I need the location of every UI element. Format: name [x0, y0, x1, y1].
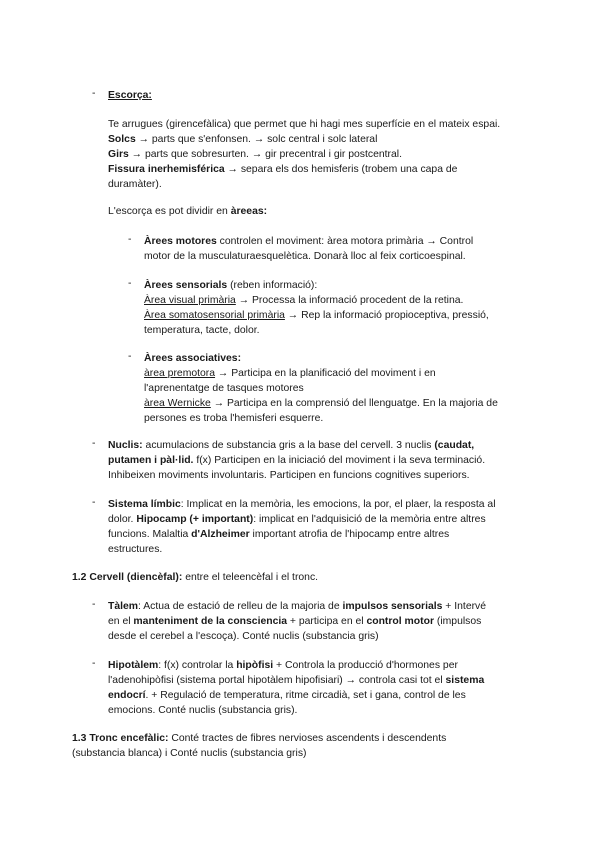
alzheimer-term: d'Alzheimer: [191, 529, 250, 540]
solcs-term: Solcs: [108, 134, 136, 145]
girs-text: → parts que sobresurten. → gir precentral i gir postcentral.: [128, 149, 402, 160]
limbic-line: [108, 497, 496, 512]
area-visual-text: → Processa la informació procedent de la retina.: [235, 295, 464, 306]
girs-term: Girs: [108, 149, 129, 160]
cervell-text: entre el teleencèfal i el tronc.: [182, 572, 319, 583]
solcs-line: [108, 132, 500, 147]
nuclis-list: putamen i pàl·lid.: [108, 455, 194, 466]
cervell-heading: 1.2 Cervell (diencèfal):: [72, 572, 183, 583]
premotora-line-cont: l'aprenentatge de tasques motores: [144, 383, 304, 394]
talem-line-3: desde el cerebel a l'escoça). Conté nuclis (substancia gris): [108, 631, 379, 642]
premotora-line: [144, 366, 498, 381]
arees-associatives-item: [144, 351, 498, 426]
motores-term: Àrees motores: [144, 236, 217, 247]
fissura-line: [108, 162, 500, 177]
area-visual-label: Àrea visual primària: [144, 295, 236, 306]
area-wernicke-label: àrea Wernicke: [144, 398, 211, 409]
talem-text-4: + participa en el: [287, 616, 367, 627]
limbic-text-pre: dolor.: [108, 514, 137, 525]
motores-line: [144, 234, 473, 249]
sensorials-text: (reben informació):: [227, 280, 318, 291]
fissura-term: Fissura inerhemisférica: [108, 164, 225, 175]
associatives-line: [144, 351, 498, 366]
hipotalem-text: : f(x) controlar la: [158, 660, 237, 671]
section-escorca-title: [108, 88, 152, 103]
bullet-dash: -: [128, 234, 132, 245]
hipocamp-text: : implicat en l'adquisició de la memòria entre altres: [253, 514, 486, 525]
alzheimer-text: important atrofia de l'hipocamp entre altres: [249, 529, 450, 540]
nuclis-term: Nuclis:: [108, 440, 143, 451]
sensorials-line: [144, 278, 489, 293]
fissura-line-cont: duramàter).: [108, 179, 162, 190]
wernicke-line-cont: persones es troba l'hemisferi esquerre.: [144, 413, 324, 424]
sensorials-term: Àrees sensorials: [144, 280, 228, 291]
nuclis-text: acumulacions de substancia gris a la base del cervell. 3 nuclis: [142, 440, 435, 451]
nuclis-bold: (caudat,: [434, 440, 475, 451]
hipotalem-text-2: + Controla la producció d'hormones per: [273, 660, 458, 671]
hipotalem-term: Hipotàlem: [108, 660, 159, 671]
limbic-term: Sistema límbic: [108, 499, 181, 510]
motores-text: controlen el moviment: àrea motora primària → Control: [216, 236, 474, 247]
escorca-line: Te arrugues (girencefàlica) que permet que hi hagi mes superfície en el mateix espai.: [108, 119, 501, 130]
manteniment-consciencia: manteniment de la consciencia: [133, 616, 288, 627]
associatives-term: Àrees associatives:: [144, 353, 242, 364]
talem-text-3: en el: [108, 616, 134, 627]
bullet-dash: -: [92, 658, 96, 669]
sistema-limbic-item: [108, 497, 496, 557]
section-tronc: [72, 731, 446, 761]
arees-motores-item: [144, 234, 473, 264]
escorca-title: Escorça:: [108, 90, 152, 101]
area-premotora-label: àrea premotora: [144, 368, 216, 379]
girs-line: [108, 147, 500, 162]
bullet-dash: -: [92, 497, 96, 508]
visual-line: [144, 293, 489, 308]
area-somatosensorial-text: → Rep la informació propioceptiva, pressió,: [284, 310, 489, 321]
talem-line-2: [108, 614, 486, 629]
bullet-dash: -: [128, 278, 132, 289]
escorca-division-line: [108, 204, 267, 219]
somatosensorial-line: [144, 308, 489, 323]
endocri-term: endocrí: [108, 690, 146, 701]
solcs-text: → parts que s'enfonsen. → solc central i solc lateral: [135, 134, 378, 145]
division-term: àreeas:: [230, 206, 268, 217]
limbic-line-4: estructures.: [108, 544, 163, 555]
talem-text: : Actua de estació de relleu de la majoria de: [138, 601, 343, 612]
control-motor: control motor: [366, 616, 434, 627]
tronc-heading: 1.3 Tronc encefàlic:: [72, 733, 169, 744]
limbic-line-3: [108, 527, 496, 542]
bullet-dash: -: [92, 438, 96, 449]
hipotalem-line: [108, 658, 484, 673]
area-premotora-text: → Participa en la planificació del moviment i en: [215, 368, 436, 379]
impulsos-sensorials: impulsos sensorials: [342, 601, 443, 612]
talem-text-5: (impulsos: [434, 616, 482, 627]
limbic-line-2: [108, 512, 496, 527]
alzheimer-pre: funcions. Malaltia: [108, 529, 192, 540]
hipotalem-text-3: l'adenohipòfisi (sistema portal hipotàlem hipofisiari) → controla casi tot el: [108, 675, 446, 686]
division-text: L'escorça es pot dividir en: [108, 206, 231, 217]
area-somatosensorial-label: Àrea somatosensorial primària: [144, 310, 285, 321]
fissura-text: → separa els dos hemisferis (trobem una capa de: [224, 164, 458, 175]
nuclis-line: [108, 438, 485, 453]
talem-line: [108, 599, 486, 614]
tronc-line-2: (substancia blanca) i Conté nuclis (substancia gris): [72, 748, 307, 759]
hipocamp-term: Hipocamp (+ important): [136, 514, 254, 525]
escorca-description: [108, 117, 500, 192]
nuclis-function: f(x) Participen en la iniciació del moviment i la seva terminació.: [193, 455, 486, 466]
arees-sensorials-item: [144, 278, 489, 338]
wernicke-line: [144, 396, 498, 411]
hipotalem-item: [108, 658, 484, 718]
tronc-line: [72, 731, 446, 746]
nuclis-line-3: Inhibeixen moviments involuntaris. Participen en funcions cognitives superiors.: [108, 470, 470, 481]
hipofisi-term: hipòfisi: [236, 660, 274, 671]
hipotalem-line-4: emocions. Conté nuclis (substancia gris).: [108, 705, 298, 716]
nuclis-line-2: [108, 453, 485, 468]
talem-text-2: + Intervé: [442, 601, 487, 612]
hipotalem-line-2: [108, 673, 484, 688]
hipotalem-line-3: [108, 688, 484, 703]
nuclis-item: [108, 438, 485, 483]
talem-item: [108, 599, 486, 644]
limbic-text: : Implicat en la memòria, les emocions, la por, el plaer, la resposta al: [180, 499, 496, 510]
bullet-dash: -: [92, 88, 96, 99]
section-cervell-heading: [72, 570, 318, 585]
somatosensorial-line-cont: temperatura, tacte, dolor.: [144, 325, 260, 336]
motores-line-cont: motor de la musculaturaesquelètica. Donarà lloc al feix corticoespinal.: [144, 251, 466, 262]
bullet-dash: -: [92, 599, 96, 610]
tronc-text: Conté tractes de fibres nervioses ascendents i descendents: [168, 733, 447, 744]
sistema-term: sistema: [445, 675, 485, 686]
bullet-dash: -: [128, 351, 132, 362]
area-wernicke-text: → Participa en la comprensió del llenguatge. En la majoria de: [210, 398, 498, 409]
hipotalem-text-4: . + Regulació de temperatura, ritme circadià, set i gana, control de les: [145, 690, 466, 701]
talem-term: Tàlem: [108, 601, 139, 612]
